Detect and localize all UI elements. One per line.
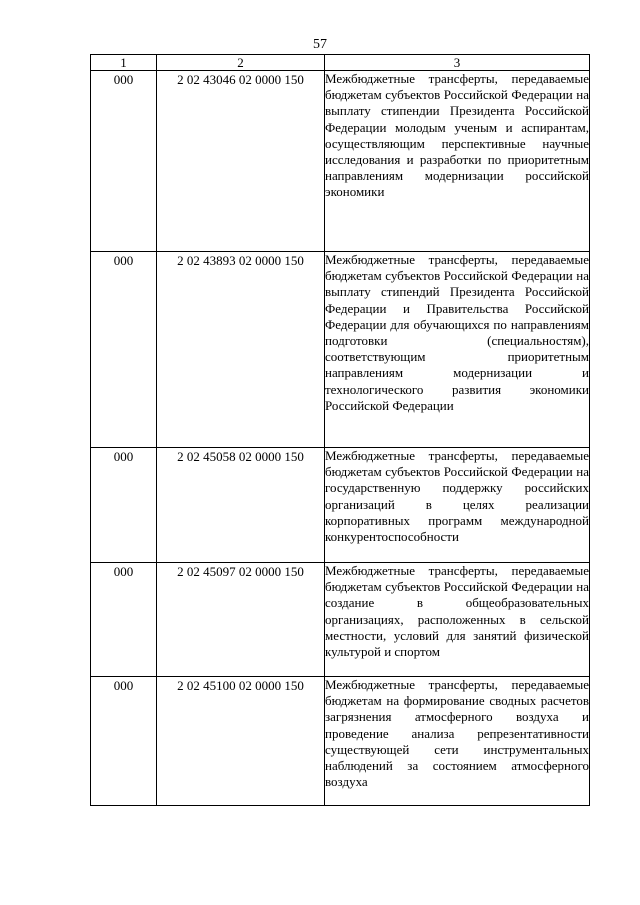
row-kbk-cell: 2 02 43893 02 0000 150 — [157, 252, 325, 448]
row-description-cell: Межбюджетные трансферты, передаваемые бюджетам на формирование сводных расчетов загрязнения атмосферного воздуха и проведение анализа репрезентативности существующей сети инструментальных наблюдений за состоянием атмосферного воздуха — [325, 677, 590, 806]
row-kbk-cell: 2 02 45058 02 0000 150 — [157, 448, 325, 563]
page-number: 57 — [313, 37, 327, 52]
row-kbk-cell: 2 02 45097 02 0000 150 — [157, 563, 325, 677]
table-row — [91, 448, 590, 563]
table-row — [91, 563, 590, 677]
row-code-cell: 000 — [91, 252, 157, 448]
column-header-1: 1 — [91, 55, 157, 71]
transfers-table — [90, 54, 590, 806]
row-code-cell: 000 — [91, 448, 157, 563]
row-description-cell: Межбюджетные трансферты, передаваемые бюджетам субъектов Российской Федерации на выплату стипендий Президента Российской Федерации и Правительства Российской Федерации для обучающихся по направлениям подготовки (специальностям), соответствующим приоритетным направлениям модернизации и технологического развития экономики Российской Федерации — [325, 252, 590, 448]
table-row — [91, 677, 590, 806]
row-kbk-cell: 2 02 45100 02 0000 150 — [157, 677, 325, 806]
row-description-cell: Межбюджетные трансферты, передаваемые бюджетам субъектов Российской Федерации на создание в общеобразовательных организациях, расположенных в сельской местности, условий для занятий физической культурой и спортом — [325, 563, 590, 677]
row-description-cell: Межбюджетные трансферты, передаваемые бюджетам субъектов Российской Федерации на выплату стипендии Президента Российской Федерации молодым ученым и аспирантам, осуществляющим перспективные научные исследования и разработки по приоритетным направлениям модернизации российской экономики — [325, 71, 590, 252]
table-header-row — [91, 55, 590, 71]
row-kbk-cell: 2 02 43046 02 0000 150 — [157, 71, 325, 252]
table-row — [91, 252, 590, 448]
row-code-cell: 000 — [91, 71, 157, 252]
column-header-3: 3 — [325, 55, 590, 71]
column-header-2: 2 — [157, 55, 325, 71]
row-code-cell: 000 — [91, 563, 157, 677]
row-description-cell: Межбюджетные трансферты, передаваемые бюджетам субъектов Российской Федерации на государственную поддержку российских организаций в целях реализации корпоративных программ международной конкурентоспособности — [325, 448, 590, 563]
table-row — [91, 71, 590, 252]
row-code-cell: 000 — [91, 677, 157, 806]
